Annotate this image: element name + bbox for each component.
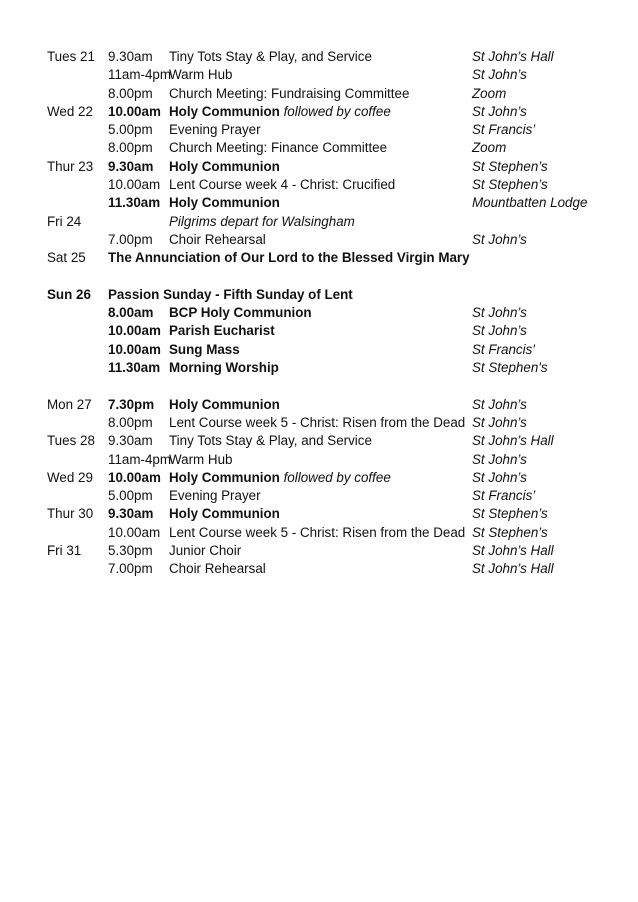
schedule-row <box>47 249 607 267</box>
schedule-row <box>47 524 607 542</box>
day-label: Sat 25 <box>47 250 86 266</box>
schedule-row <box>47 560 607 578</box>
event-title: Church Meeting: Fundraising Committee <box>169 85 410 101</box>
event-note: followed by coffee <box>283 469 391 485</box>
event-title: Parish Eucharist <box>169 323 275 339</box>
schedule-row <box>47 505 607 523</box>
service-event <box>169 505 280 523</box>
service-event <box>169 176 395 194</box>
venue: St Francis' <box>472 341 535 357</box>
venue: St John’s <box>472 305 527 321</box>
service-time: 8.00pm <box>108 414 153 430</box>
venue: Zoom <box>472 85 507 101</box>
venue: St John’s Hall <box>472 49 554 64</box>
venue: Zoom <box>472 140 507 156</box>
venue: St John’s Hall <box>472 561 554 577</box>
venue: St John’s <box>472 414 527 430</box>
schedule-row <box>47 158 607 176</box>
venue: St John’s <box>472 103 527 119</box>
schedule-row <box>47 103 607 121</box>
schedule-row <box>47 213 607 231</box>
service-event <box>169 48 372 66</box>
day-label: Fri 24 <box>47 213 82 229</box>
venue: St John’s <box>472 67 527 83</box>
service-time: 10.00am <box>108 323 161 339</box>
event-title: Tiny Tots Stay & Play, and Service <box>169 49 372 64</box>
row-spacer <box>47 268 607 286</box>
service-event <box>169 194 280 212</box>
event-title: Warm Hub <box>169 67 233 83</box>
schedule-row <box>47 487 607 505</box>
venue: St Stephen’s <box>472 177 548 193</box>
row-spacer <box>47 377 607 395</box>
venue: St Francis’ <box>472 488 536 504</box>
service-event <box>169 304 312 322</box>
event-title: Evening Prayer <box>169 488 261 504</box>
service-time: 11am-4pm <box>108 67 172 83</box>
service-time: 5.00pm <box>108 488 153 504</box>
day-label: Tues 28 <box>47 433 95 449</box>
event-title: Pilgrims depart for Walsingham <box>169 213 355 229</box>
schedule-row <box>47 85 607 103</box>
service-time: 10.00am <box>108 524 161 540</box>
service-time: 7.30pm <box>108 396 155 412</box>
event-title: Holy Communion <box>169 506 280 522</box>
event-title: Lent Course week 4 - Christ: Crucified <box>169 177 396 193</box>
service-event <box>169 542 241 560</box>
schedule-row <box>47 469 607 487</box>
event-title: Holy Communion <box>169 158 280 174</box>
event-title: Warm Hub <box>169 451 233 467</box>
schedule-row <box>47 66 607 84</box>
schedule-row <box>47 121 607 139</box>
service-event <box>169 121 261 139</box>
service-event <box>169 322 275 340</box>
event-title: Morning Worship <box>169 360 279 376</box>
service-event <box>169 231 266 249</box>
schedule-row <box>47 432 607 450</box>
event-title: BCP Holy Communion <box>169 305 312 321</box>
service-time: 10.00am <box>108 469 161 485</box>
venue: St John’s <box>472 469 527 485</box>
service-time: 5.30pm <box>108 543 153 559</box>
service-event <box>169 560 266 578</box>
day-label: Mon 27 <box>47 396 92 412</box>
service-event <box>169 396 280 414</box>
service-time: 10.00am <box>108 103 161 119</box>
service-time: 8.00am <box>108 305 154 321</box>
schedule-row <box>47 286 607 304</box>
venue: St Stephen’s <box>472 524 548 540</box>
schedule-row <box>47 542 607 560</box>
service-event <box>169 85 409 103</box>
service-event <box>169 139 387 157</box>
schedule-row <box>47 451 607 469</box>
schedule-row <box>47 322 607 340</box>
venue: St Stephen's <box>472 360 548 376</box>
event-title: Lent Course week 5 - Christ: Risen from the Dead <box>169 414 466 430</box>
service-time: 11.30am <box>108 195 161 211</box>
day-heading: The Annunciation of Our Lord to the Blessed Virgin Mary <box>108 250 470 266</box>
service-event <box>169 432 372 450</box>
venue: St John’s Hall <box>472 433 554 449</box>
service-event <box>169 341 240 359</box>
venue: Mountbatten Lodge <box>472 195 588 211</box>
venue: St John’s <box>472 451 527 467</box>
service-time: 9.30am <box>108 433 153 449</box>
service-time: 9.30am <box>108 506 154 522</box>
day-label: Wed 29 <box>47 469 93 485</box>
service-time: 10.00am <box>108 177 161 193</box>
schedule-row <box>47 396 607 414</box>
schedule-row <box>47 139 607 157</box>
day-label: Fri 31 <box>47 543 82 559</box>
schedule-row <box>47 359 607 377</box>
venue: St John’s <box>472 396 527 412</box>
service-time: 7.00pm <box>108 231 153 247</box>
event-title: Holy Communion <box>169 103 280 119</box>
event-title: Sung Mass <box>169 341 240 357</box>
day-label: Thur 23 <box>47 158 94 174</box>
event-title: Holy Communion <box>169 396 280 412</box>
service-time: 5.00pm <box>108 122 153 138</box>
service-time: 11am-4pm <box>108 451 172 467</box>
service-event <box>169 451 233 469</box>
service-time: 7.00pm <box>108 561 153 577</box>
event-note: followed by coffee <box>283 103 391 119</box>
venue: St John’s <box>472 323 527 339</box>
service-time: 8.00pm <box>108 85 153 101</box>
venue: St John’s Hall <box>472 543 554 559</box>
schedule-row <box>47 304 607 322</box>
day-label: Wed 22 <box>47 103 93 119</box>
service-time: 9.30am <box>108 49 153 64</box>
service-time: 10.00am <box>108 341 161 357</box>
day-heading: Passion Sunday - Fifth Sunday of Lent <box>108 286 353 302</box>
schedule-row <box>47 341 607 359</box>
event-title: Tiny Tots Stay & Play, and Service <box>169 433 372 449</box>
event-title: Choir Rehearsal <box>169 561 266 577</box>
service-time: 9.30am <box>108 158 154 174</box>
schedule-row <box>47 414 607 432</box>
service-event <box>169 66 233 84</box>
service-schedule <box>47 48 607 579</box>
event-title: Church Meeting: Finance Committee <box>169 140 388 156</box>
service-event <box>169 213 355 231</box>
schedule-row <box>47 194 607 212</box>
service-event <box>169 487 261 505</box>
venue: St John’s <box>472 231 527 247</box>
venue: St Stephen’s <box>472 158 548 174</box>
service-event <box>169 414 465 432</box>
event-title: Junior Choir <box>169 543 242 559</box>
event-title: Holy Communion <box>169 195 280 211</box>
schedule-row <box>47 231 607 249</box>
schedule-row <box>47 48 607 66</box>
venue: St Francis’ <box>472 122 536 138</box>
event-title: Holy Communion <box>169 469 280 485</box>
service-event <box>169 359 279 377</box>
day-label: Sun 26 <box>47 286 91 302</box>
service-time: 8.00pm <box>108 140 153 156</box>
event-title: Evening Prayer <box>169 122 261 138</box>
event-title: Lent Course week 5 - Christ: Risen from the Dead <box>169 524 466 540</box>
service-event <box>169 158 280 176</box>
service-time: 11.30am <box>108 360 161 376</box>
day-label: Thur 30 <box>47 506 94 522</box>
event-title: Choir Rehearsal <box>169 231 266 247</box>
service-event <box>169 524 465 542</box>
schedule-row <box>47 176 607 194</box>
day-label: Tues 21 <box>47 49 95 64</box>
service-event <box>169 103 391 121</box>
venue: St Stephen’s <box>472 506 548 522</box>
service-event <box>169 469 391 487</box>
